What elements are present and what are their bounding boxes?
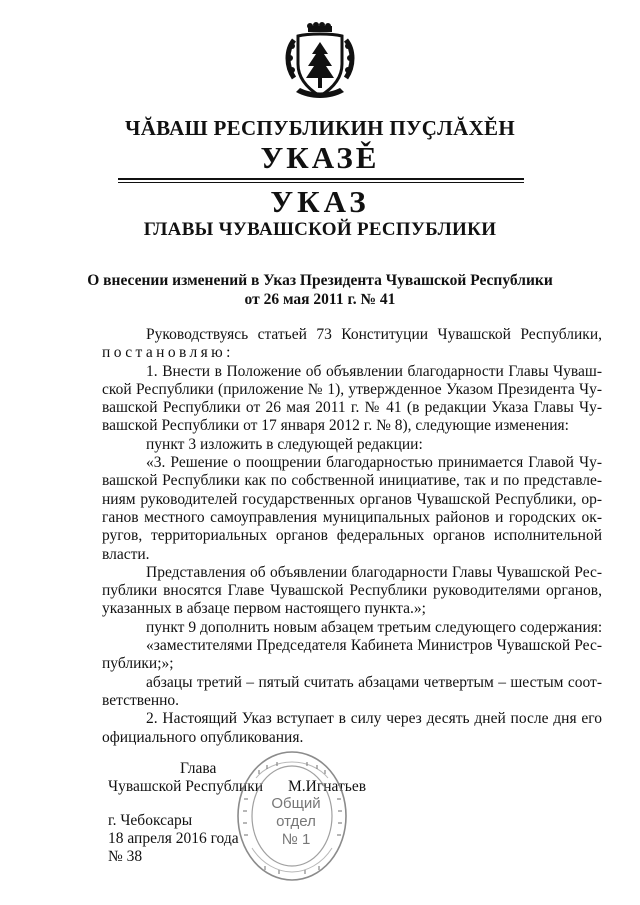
decree-title-chuvash: ЧĂВАШ РЕСПУБЛИКИН ПУҪЛĂХĚН: [124, 116, 515, 140]
header-divider-thick: [118, 178, 524, 180]
body-line: постановляю:: [102, 344, 234, 362]
footer-number: № 38: [108, 848, 143, 865]
signature-name: М.Игнатьев: [288, 778, 367, 795]
body-line: 2. Настоящий Указ вступает в силу через десять дней после дня его: [146, 710, 602, 728]
stamp-line: отдел: [276, 813, 316, 830]
body-line: 1. Внести в Положение об объявлении благодарности Главы Чуваш-: [146, 362, 602, 380]
signature-title-line1: Глава: [180, 760, 217, 777]
body-line: ганов местного самоуправления муниципальных районов и городских ок-: [102, 508, 602, 526]
decree-subject: [0, 271, 640, 309]
body-line: Представления об объявлении благодарности Главы Чувашской Рес-: [146, 563, 602, 581]
signature-title-line2: Чувашской Республики: [108, 778, 264, 795]
body-line: ругов, территориальных органов федеральных органов исполнительной: [102, 527, 602, 545]
emblem-icon: [282, 22, 358, 102]
body-line: пункт 9 дополнить новым абзацем третьим следующего содержания:: [146, 618, 603, 636]
body-line: вашской Республики как по собственной инициативе, так и по представле-: [102, 472, 602, 490]
body-line: вашской Республики от 17 января 2012 г. № 8), следующие изменения:: [102, 417, 569, 435]
footer-city: г. Чебоксары: [108, 812, 193, 829]
body-line: указанных в абзаце первом настоящего пункта.»;: [102, 600, 426, 618]
body-line: ниям руководителей государственных органов Чувашской Республики, ор-: [102, 490, 602, 508]
body-line: «заместителями Председателя Кабинета Министров Чувашской Рес-: [146, 637, 602, 655]
body-line: публики;»;: [102, 655, 174, 673]
decree-issuer-russian: ГЛАВЫ ЧУВАШСКОЙ РЕСПУБЛИКИ: [143, 219, 497, 240]
body-line: пункт 3 изложить в следующей редакции:: [146, 435, 423, 453]
body-line: власти.: [102, 545, 150, 563]
body-line: абзацы третий – пятый считать абзацами четвертым – шестым соот-: [146, 673, 602, 691]
body-line: Руководствуясь статьей 73 Конституции Чувашской Республики,: [146, 326, 602, 343]
subject-line: О внесении изменений в Указ Президента Чувашской Республики: [87, 272, 553, 289]
decree-word-russian: УКАЗ: [270, 184, 370, 219]
body-line: официального опубликования.: [102, 728, 304, 746]
body-line: ской Республики (приложение № 1), утвержденное Указом Президента Чу-: [102, 380, 602, 398]
body-line: вашской Республики от 26 мая 2011 г. № 41 (в редакции Указа Главы Чу-: [102, 399, 602, 417]
stamp-line: Общий: [271, 795, 321, 812]
decree-body: [102, 326, 602, 747]
body-line: «3. Решение о поощрении благодарностью принимается Главой Чу-: [146, 454, 602, 472]
body-line: ветственно.: [102, 691, 180, 709]
registration-stamp: [234, 748, 354, 888]
subject-line: от 26 мая 2011 г. № 41: [244, 291, 396, 308]
stamp-line: № 1: [281, 831, 311, 848]
body-line: публики вносятся Главе Чувашской Республики руководителями органов,: [102, 582, 602, 600]
footer-date: 18 апреля 2016 года: [108, 830, 239, 847]
header-divider-thin: [118, 182, 524, 183]
decree-word-chuvash: УКАЗĚ: [260, 140, 380, 175]
